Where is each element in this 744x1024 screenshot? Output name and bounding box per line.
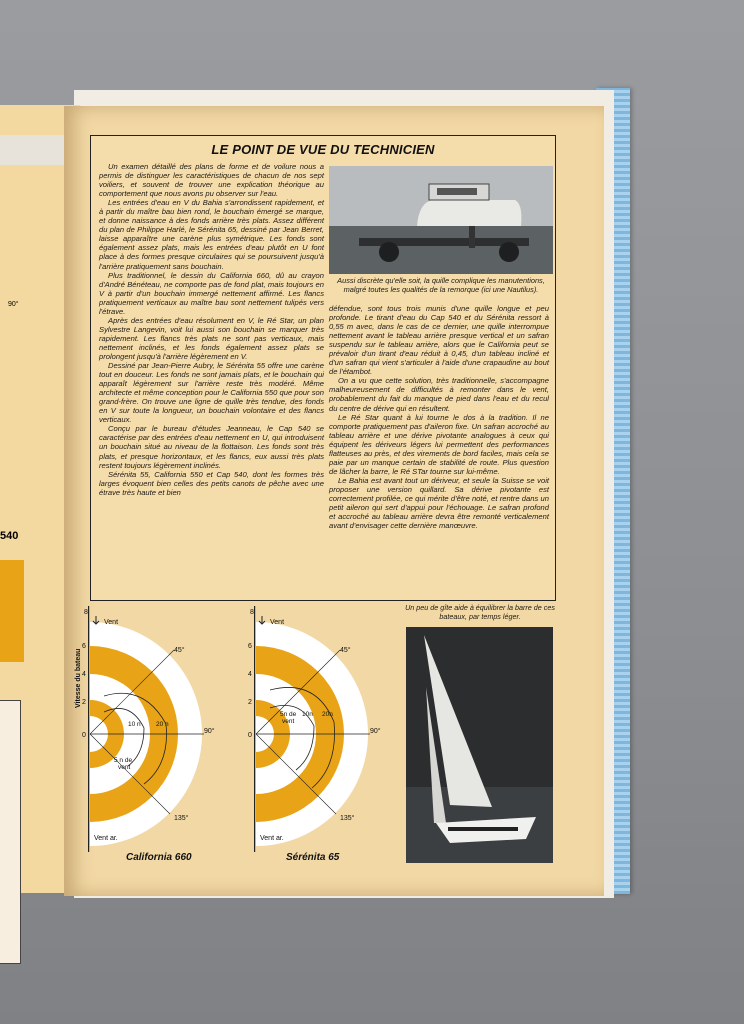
tick-label: 8 bbox=[84, 609, 88, 616]
diag-label-vent: Vent bbox=[270, 619, 285, 626]
diag-label-20n: 20 n bbox=[156, 721, 169, 728]
paragraph: On a vu que cette solution, très traditionnelle, s'accompagne malheureusement de difficultés à remonter dans le vent, probablement du fait du manque de pied dans l'eau et du recul du centre de dérive qui en résultent. bbox=[329, 376, 549, 413]
left-page-number: 540 bbox=[0, 530, 19, 542]
diag-label-20n: 20n bbox=[322, 711, 333, 718]
polar-diagram-serenita bbox=[240, 604, 390, 863]
diag-label-5n: 5 n de bbox=[114, 757, 133, 764]
diag-label-vent-5: vent bbox=[118, 764, 131, 771]
diag-label-45: 45° bbox=[174, 647, 185, 654]
diag-ylabel: Vitesse du bateau bbox=[75, 648, 82, 708]
photo-caption-2: Un peu de gîte aide à équilibrer la barre de ces bateaux, par temps léger. bbox=[405, 603, 555, 621]
diagram-title-1: California 660 bbox=[126, 852, 192, 863]
diag-label-135: 135° bbox=[340, 815, 355, 822]
diag-label-vent: Vent bbox=[104, 619, 119, 626]
diag-label-vent-ar: Vent ar. bbox=[94, 835, 118, 842]
article-column-1 bbox=[99, 162, 324, 497]
diag-label-10n: 10n bbox=[302, 711, 313, 718]
left-page-degree: 90° bbox=[8, 301, 19, 308]
tick-label: 2 bbox=[248, 699, 252, 706]
paragraph: Conçu par le bureau d'études Jeanneau, le Cap 540 se caractérise par des entrées d'eau nettement en U, qui introduisent un bouchain situé au niveau de la flottaison. Les fonds sont très plats, et presque horizontaux, et les flancs, eux aussi très plats restent toujours légèrement inclinés. bbox=[99, 424, 324, 470]
diag-label-vent-ar: Vent ar. bbox=[260, 835, 284, 842]
tick-label: 0 bbox=[248, 732, 252, 739]
magazine-page bbox=[64, 106, 604, 896]
tick-label: 6 bbox=[248, 643, 252, 650]
paragraph: Un examen détaillé des plans de forme et de voilure nous a permis de distinguer les caractéristiques de chacun de nos sept voiliers, et souvent de trouver une explication théorique au comportement que nous avons pu observer sur l'eau. bbox=[99, 162, 324, 199]
diag-label-vent-5: vent bbox=[282, 718, 295, 725]
left-page-frame bbox=[0, 700, 21, 964]
diag-label-90: 90° bbox=[370, 728, 381, 735]
left-page-orange-box bbox=[0, 560, 24, 662]
paragraph: Après des entrées d'eau résolument en V, le Ré Star, un plan Sylvestre Langevin, voit lui aussi son bouchain se marquer très rapidement. Les flancs très plats ne sont pas verticaux, mais nettement inclinés, et les fonds également assez plats se prolongent jusqu'à l'arrière légèrement en V. bbox=[99, 315, 324, 361]
article-box bbox=[90, 135, 556, 601]
diagram-title-2: Sérénita 65 bbox=[286, 852, 340, 863]
article-title: LE POINT DE VUE DU TECHNICIEN bbox=[211, 142, 435, 157]
photo-caption-1: Aussi discrète qu'elle soit, la quille complique les manutentions, malgré toutes les qualités de la remorque (ici une Nautilus). bbox=[337, 276, 545, 294]
tick-label: 8 bbox=[250, 609, 254, 616]
tick-label: 6 bbox=[82, 643, 86, 650]
diag-label-135: 135° bbox=[174, 815, 189, 822]
paragraph: Plus traditionnel, le dessin du California 660, dû au crayon d'André Bénéteau, ne comporte pas de fond plat, mais toujours en V à partir d'un bouchain immergé nettement affirmé. Les flancs pratiquement verticaux au maître bau sont nettement tulipés vers l'étrave. bbox=[99, 270, 324, 316]
polar-diagram-california bbox=[74, 604, 224, 863]
paragraph: Dessiné par Jean-Pierre Aubry, le Sérénita 55 offre une carène tout en douceur. Les fonds ne sont jamais plats, et le bouchain qui apparaît légèrement sur l'arrière reste très modéré. Même architecte et même conception pour le California 550 que pour son grand-frère. On trouve une ligne de quille très tendue, des fonds en V sur toute la longueur, un bouchain volontaire et des flancs verticaux. bbox=[99, 361, 324, 425]
boat-trailer-photo bbox=[329, 166, 553, 274]
sailboat-photo bbox=[406, 627, 553, 863]
tick-label: 4 bbox=[82, 671, 86, 678]
diag-label-45: 45° bbox=[340, 647, 351, 654]
article-column-2 bbox=[329, 304, 549, 530]
diag-label-90: 90° bbox=[204, 728, 215, 735]
paragraph: défendue, sont tous trois munis d'une quille longue et peu profonde. Le tirant d'eau du Cap 540 et du Sérénita ressort à 0,55 m avec, dans le cas de ce dernier, une quille interrompue nettement avant le tableau arrière presque vertical et un safran suspendu sur le tableau arrière, alors que le California peut se prévaloir d'un tirant d'eau réduit à 0,45, d'un tableau incliné et d'un safran qui vient s'articuler à l'aide d'une crapaudine au bout de l'étambot. bbox=[329, 304, 549, 377]
diag-label-10n: 10 n bbox=[128, 721, 141, 728]
tick-label: 2 bbox=[82, 699, 86, 706]
diag-label-5n: 5n de bbox=[280, 711, 297, 718]
tick-label: 4 bbox=[248, 671, 252, 678]
paragraph: Le Bahia est avant tout un dériveur, et seule la Suisse se voit proposer une version quillard. Sa dérive pivotante est correctement profilée, ce qui mérite d'être noté, et rentre dans un petit aileron qui sert d'appui pour l'échouage. Le safran profond et accroché au tableau arrière devra être remonté verticalement avant d'envisager cette dernière manœuvre. bbox=[329, 475, 549, 531]
paragraph: Sérénita 55, California 550 et Cap 540, dont les formes très larges évoquent bien celles des petits canots de pêche avec une étrave très haute et bien bbox=[99, 469, 324, 497]
paragraph: Le Ré Star quant à lui tourne le dos à la tradition. Il ne comporte pratiquement pas d'aileron fixe. Un safran accroché au tableau arrière et une dérive pivotante analogues à ceux qui équipent les dériveurs légers lui permettent des performances flatteuses au près, et des virements de bord faciles, mais cela se paie par un manque certain de stabilité de route. Plus question de lâcher la barre, le Ré STar tourne sur lui-même. bbox=[329, 412, 549, 476]
paragraph: Les entrées d'eau en V du Bahia s'arrondissent rapidement, et à partir du maître bau bien rond, le bouchain émergé se marque, et donne naissance à des fonds arrière très plats. Assez différent du plan de Philippe Harlé, le Sérénita 65, dessiné par Jean Berret, laisse apparaître une carène plus symétrique. Les fonds sont également assez plats, mais les entrées d'eau plutôt en U font place à des formes presque circulaires qui se poursuivent jusqu'à l'arrière pratiquement sans bouchain. bbox=[99, 198, 324, 271]
tick-label: 0 bbox=[82, 732, 86, 739]
